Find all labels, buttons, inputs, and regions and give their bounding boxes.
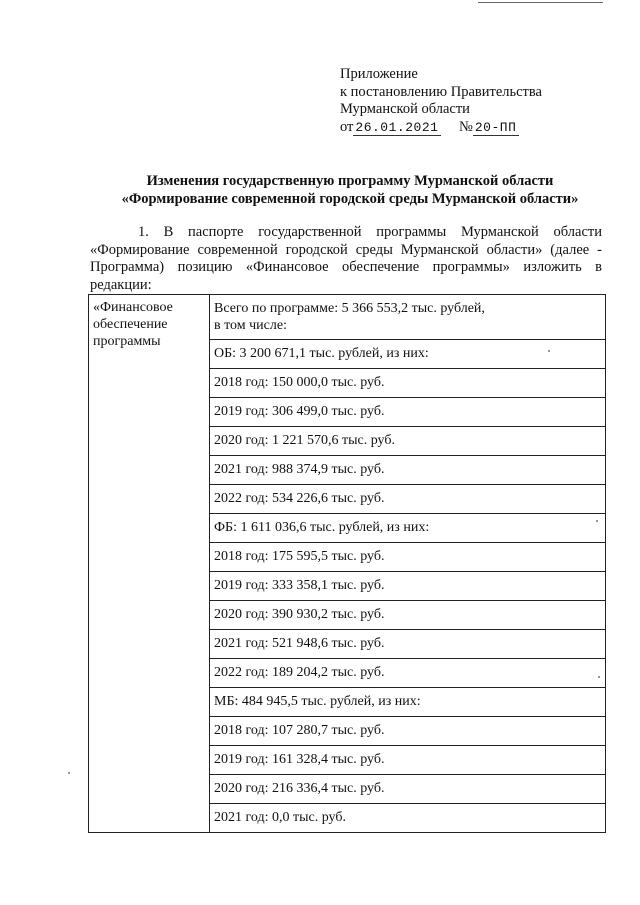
appendix-line-2: к постановлению Правительства [340, 83, 542, 100]
table-cell [210, 295, 606, 340]
table-cell: 2019 год: 306 499,0 тыс. руб. [210, 398, 606, 427]
document-title [60, 172, 640, 208]
table-cell: 2020 год: 390 930,2 тыс. руб. [210, 601, 606, 630]
scan-speck [548, 350, 550, 352]
table-cell: 2021 год: 0,0 тыс. руб. [210, 804, 606, 833]
table-cell: 2021 год: 988 374,9 тыс. руб. [210, 456, 606, 485]
table-cell: 2018 год: 150 000,0 тыс. руб. [210, 369, 606, 398]
scan-speck [68, 772, 70, 774]
table-cell: 2020 год: 1 221 570,6 тыс. руб. [210, 427, 606, 456]
appendix-line-1: Приложение [340, 66, 418, 82]
table-cell: 2021 год: 521 948,6 тыс. руб. [210, 630, 606, 659]
total-line-2: в том числе: [214, 318, 287, 333]
title-line-1: Изменения государственную программу Мурманской области [146, 173, 554, 189]
total-line: Всего по программе: 5 366 553,2 тыс. рублей, [214, 301, 485, 316]
table-cell: 2022 год: 534 226,6 тыс. руб. [210, 485, 606, 514]
table-cell: 2018 год: 107 280,7 тыс. руб. [210, 717, 606, 746]
appendix-block [340, 66, 542, 136]
appendix-line-3: Мурманской области [340, 101, 470, 117]
funding-table [88, 294, 606, 833]
scan-speck [598, 676, 600, 678]
table-cell: 2018 год: 175 595,5 тыс. руб. [210, 543, 606, 572]
decree-number: 20-ПП [473, 121, 519, 136]
table-cell: ОБ: 3 200 671,1 тыс. рублей, из них: [210, 340, 606, 369]
table-cell: МБ: 484 945,5 тыс. рублей, из них: [210, 688, 606, 717]
table-cell: 2019 год: 161 328,4 тыс. руб. [210, 746, 606, 775]
date-number-line [340, 119, 542, 137]
number-prefix: № [459, 118, 473, 135]
table-cell: 2019 год: 333 358,1 тыс. руб. [210, 572, 606, 601]
title-line-2: «Формирование современной городской среды Мурманской области» [121, 191, 579, 207]
top-rule [478, 2, 603, 3]
table-cell: 2022 год: 189 204,2 тыс. руб. [210, 659, 606, 688]
intro-paragraph: 1. В паспорте государственной программы Мурманской области «Формирование современной городской среды Мурманской области» (далее - Программа) позицию «Финансовое обеспечение программы» изложить в редакции: [90, 224, 602, 293]
decree-date: 26.01.2021 [353, 121, 441, 136]
scan-speck [596, 520, 598, 522]
table-cell: ФБ: 1 611 036,6 тыс. рублей, из них: [210, 514, 606, 543]
table-cell: 2020 год: 216 336,4 тыс. руб. [210, 775, 606, 804]
table-row [89, 295, 606, 340]
date-prefix: от [340, 118, 354, 135]
funding-label-cell: «Финансовое обеспечение программы [89, 295, 210, 833]
